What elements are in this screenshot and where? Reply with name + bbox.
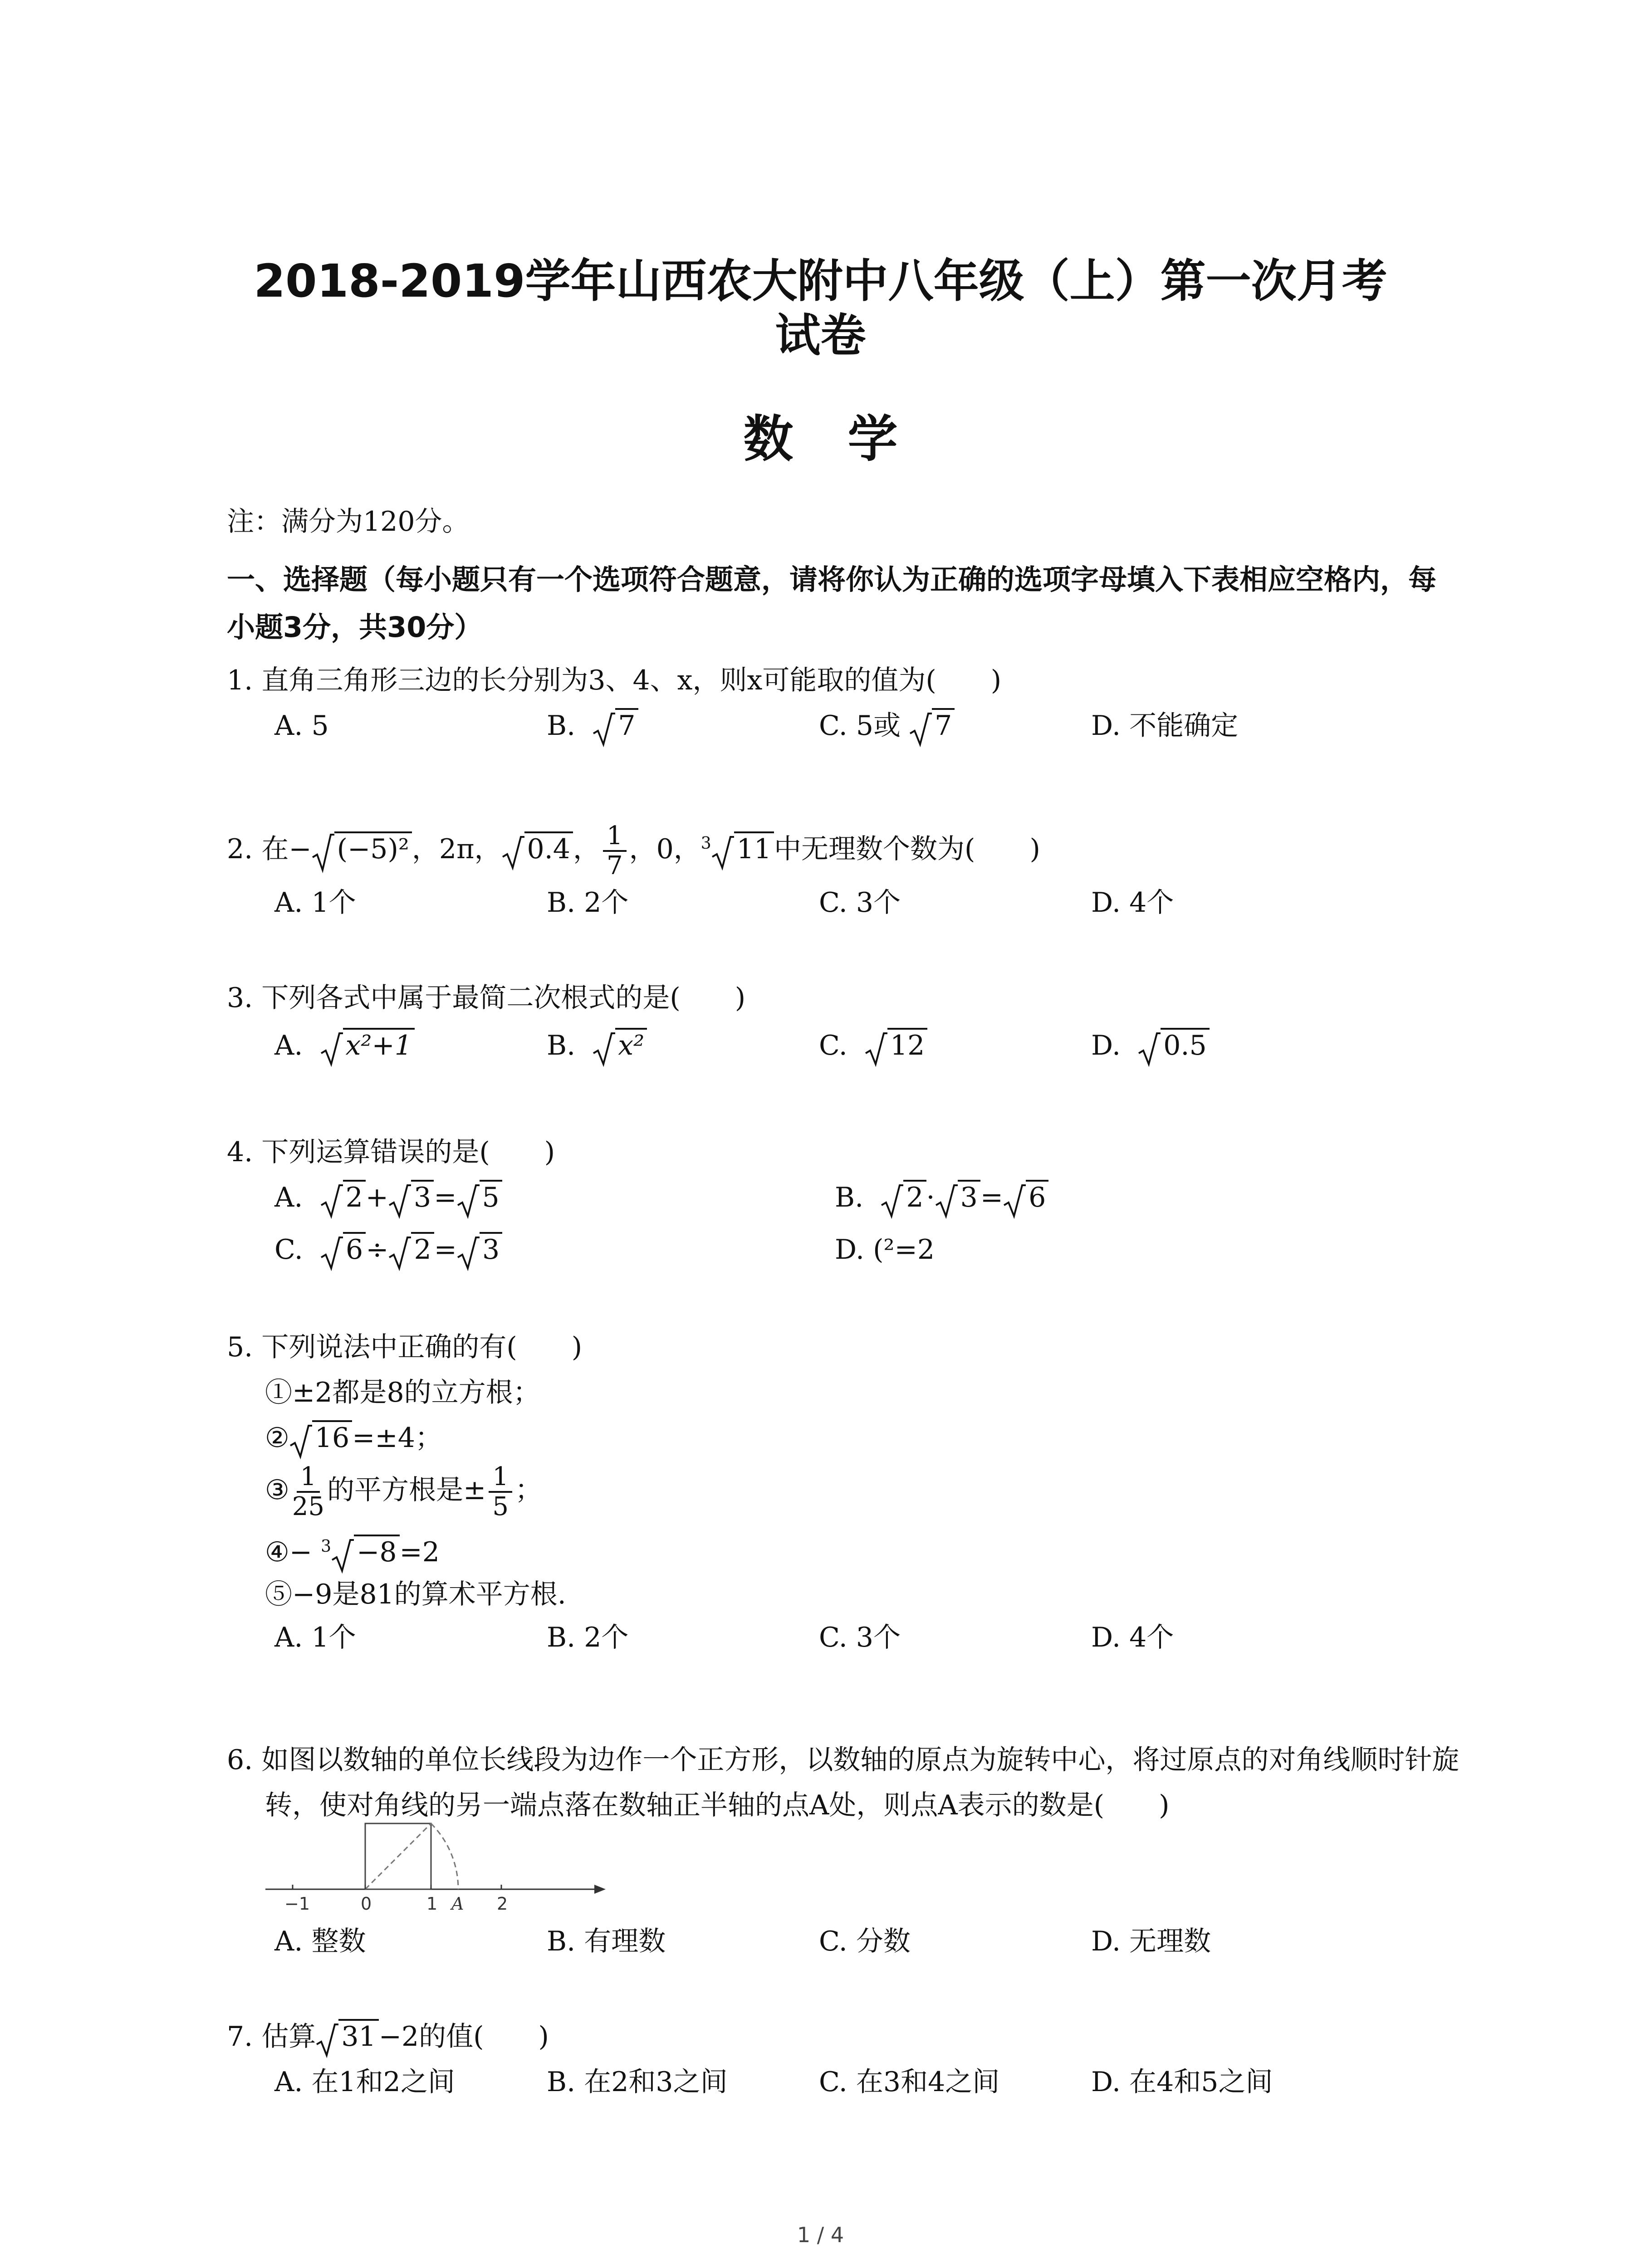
question-5 [227,1325,1479,1653]
operator: ÷ [366,1234,389,1266]
question-3 [227,975,1479,1061]
operator: + [365,1182,389,1213]
question-1-option-d: D. 不能确定 [1091,710,1239,742]
sqrt-symbol-icon [881,1177,903,1222]
option-label: B. [547,710,576,742]
sqrt-symbol-icon [711,819,734,883]
statement-text: 的平方根是± [327,1474,486,1506]
question-5-statement-3 [265,1461,542,1521]
question-6-option-a: A. 整数 [274,1926,366,1957]
question-2-option-d: D. 4个 [1091,887,1174,919]
radicand: 0.5 [1161,1028,1209,1061]
radicand: 31 [338,2019,378,2053]
sqrt-symbol-icon [502,819,524,883]
stem-prefix: 7. 估算 [227,2021,316,2053]
radicand: 5 [480,1180,502,1213]
radicand: −8 [354,1535,399,1568]
question-1-option-b [547,703,638,750]
radicand: 12 [887,1028,927,1061]
stem-separator: ， [573,833,600,865]
radicand: 2 [343,1180,366,1213]
option-label: A. [274,1182,303,1213]
question-3-stem: 3. 下列各式中属于最简二次根式的是( ) [227,982,746,1014]
axis-label-0: 0 [361,1894,372,1914]
sqrt-symbol-icon [312,819,334,883]
question-7-option-d: D. 在4和5之间 [1091,2066,1273,2098]
fraction [489,1463,512,1521]
statement-marker: ③ [265,1474,289,1506]
radicand: 6 [1026,1180,1048,1213]
question-5-option-d: D. 4个 [1091,1622,1174,1653]
radicand: 3 [480,1232,502,1266]
sqrt-symbol-icon [593,705,615,750]
question-4-stem: 4. 下列运算错误的是( ) [227,1136,555,1168]
radicand: 3 [411,1180,434,1213]
question-2-stem [227,812,1479,883]
radicand: 2 [903,1180,926,1213]
sqrt-symbol-icon [935,1177,958,1222]
statement-marker: ② [265,1422,289,1454]
question-5-statement-5: ⑤−9是81的算术平方根. [265,1579,566,1610]
question-4-option-a [274,1175,502,1222]
question-6-option-b: B. 有理数 [547,1926,666,1957]
sqrt-symbol-icon [1138,1025,1161,1070]
sqrt-symbol-icon [320,1025,343,1070]
option-label: C. 5或 [819,710,901,742]
option-label: B. [547,1030,576,1061]
question-6-options [227,1919,1479,1964]
statement-marker: ④− [265,1536,313,1568]
question-5-stem: 5. 下列说法中正确的有( ) [227,1331,583,1363]
question-4-option-d: D. (²=2 [835,1234,935,1266]
sqrt-symbol-icon [388,1177,411,1222]
question-5-option-a: A. 1个 [274,1622,356,1653]
sqrt-symbol-icon [457,1229,480,1274]
question-7-stem [227,2014,1479,2061]
exam-title-line2: 试卷 [775,309,866,362]
page-number: 1 / 4 [797,2223,844,2247]
stem-suffix: 中无理数个数为( ) [774,833,1040,865]
operator: = [434,1234,457,1266]
question-4 [227,1129,1479,1266]
question-3-option-a [274,1023,415,1070]
question-3-option-d [1091,1023,1210,1070]
sqrt-symbol-icon [316,2016,338,2061]
sqrt-symbol-icon [320,1229,343,1274]
question-7-option-c: C. 在3和4之间 [819,2066,1000,2098]
question-1-option-c [819,703,955,750]
question-7-option-b: B. 在2和3之间 [547,2066,728,2098]
sqrt-symbol-icon [388,1229,411,1274]
axis-label-a: A [451,1894,464,1914]
question-4-option-b [835,1175,1048,1222]
cube-root-index: 3 [321,1537,332,1556]
question-6-option-d: D. 无理数 [1091,1926,1211,1957]
radicand: 0.4 [524,831,573,865]
radicand: 7 [615,708,638,742]
fraction-numerator: 1 [489,1463,512,1493]
radicand: 11 [734,831,774,865]
statement-text: =±4； [352,1422,442,1454]
stem-prefix: 2. 在− [227,833,312,865]
option-label: D. [1091,1030,1121,1061]
question-3-option-c [819,1023,927,1070]
fraction-numerator: 1 [297,1463,320,1493]
question-1-option-a: A. 5 [274,710,329,742]
operator: · [926,1182,935,1213]
question-5-statement-1: ①±2都是8的立方根； [265,1377,540,1408]
radicand: 16 [312,1420,352,1454]
question-6 [227,1737,1479,1828]
sqrt-symbol-icon [865,1025,887,1070]
section1-heading: 一、选择题（每小题只有一个选项符合题意，请将你认为正确的选项字母填入下表相应空格内，每小题3分，共30分） [227,563,1437,644]
radicand: x² [615,1028,647,1061]
cube-root-index: 3 [700,834,711,853]
stem-separator: ，2π， [411,833,502,865]
question-2-option-c: C. 3个 [819,887,901,919]
question-5-option-c: C. 3个 [819,1622,901,1653]
radicand: 3 [958,1180,980,1213]
sqrt-symbol-icon [1003,1177,1026,1222]
option-label: A. [274,1030,303,1061]
subject-title: 数学 [743,410,952,468]
question-5-option-b: B. 2个 [547,1622,629,1653]
question-5-statement-2 [265,1415,442,1462]
fraction-denominator: 7 [606,851,623,881]
radicand: x²+1 [343,1028,415,1061]
operator: = [980,1182,1004,1213]
question-2 [227,812,1479,919]
fraction-denominator: 5 [492,1492,509,1522]
axis-label-neg1: −1 [284,1894,310,1914]
question-1-stem: 1. 直角三角形三边的长分别为3、4、x，则x可能取的值为( ) [227,665,1002,696]
sqrt-symbol-icon [593,1025,615,1070]
question-1 [227,658,1479,742]
sqrt-symbol-icon [909,705,932,750]
sqrt-symbol-icon [320,1177,343,1222]
exam-title-line1: 2018-2019学年山西农大附中八年级（上）第一次月考 [254,254,1387,308]
question-5-statement-4 [265,1524,440,1577]
question-7 [227,2014,1479,2098]
stem-suffix: −2的值( ) [378,2021,549,2053]
option-label: C. [819,1030,847,1061]
statement-text: ； [514,1474,542,1506]
radicand: 2 [411,1232,434,1266]
question-6-stem: 6. 如图以数轴的单位长线段为边作一个正方形，以数轴的原点为旋转中心，将过原点的对角线顺时针旋转，使对角线的另一端点落在数轴正半轴的点A处，则点A表示的数是( ) [227,1744,1460,1821]
radicand: 7 [932,708,955,742]
question-3-option-b [547,1023,647,1070]
stem-separator: ，0， [629,833,701,865]
question-4-option-c [274,1227,502,1274]
axis-label-1: 1 [426,1894,438,1914]
question-6-option-c: C. 分数 [819,1926,911,1957]
operator: = [434,1182,457,1213]
fraction [603,822,627,880]
option-label: B. [835,1182,864,1213]
sqrt-symbol-icon [457,1177,480,1222]
sqrt-symbol-icon [289,1417,312,1462]
fraction [292,1463,324,1521]
sqrt-symbol-icon [331,1531,354,1577]
radicand: (−5)² [334,831,412,865]
score-note: 注：满分为120分。 [227,506,470,538]
fraction-denominator: 25 [292,1492,325,1522]
question-2-option-b: B. 2个 [547,887,629,919]
question-2-option-a: A. 1个 [274,887,356,919]
statement-text: =2 [399,1536,440,1568]
fraction-numerator: 1 [603,822,627,852]
option-label: C. [274,1234,303,1266]
radicand: 6 [343,1232,366,1266]
question-7-option-a: A. 在1和2之间 [274,2066,455,2098]
number-line-figure [261,1819,624,1923]
axis-label-2: 2 [497,1894,508,1914]
